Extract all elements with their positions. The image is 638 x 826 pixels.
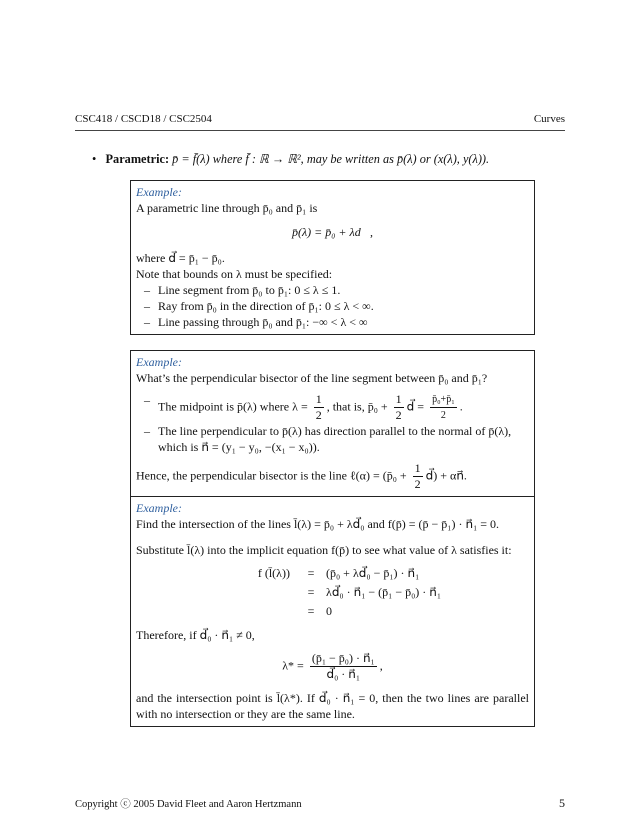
bullet-label: Parametric: [105, 152, 170, 166]
fraction-num: 1 [395, 392, 402, 406]
fraction-den: 2 [315, 408, 322, 422]
example-box-parametric-line [130, 180, 535, 335]
equation-array [136, 564, 529, 621]
fraction [394, 392, 404, 423]
lambda-equation [136, 651, 529, 682]
bounds-list [136, 282, 529, 330]
page-footer [75, 796, 565, 811]
list-item: – Ray from p̄₀ in the direction of p̄₁: 0 ≤ λ < ∞. [144, 298, 529, 314]
line-equation: p̄(λ) = p̄₀ + λd⃗, [291, 225, 374, 239]
course-codes: CSC418 / CSCD18 / CSC2504 [75, 113, 212, 125]
therefore-text: Therefore, if d⃗₀ · n⃗₁ ≠ 0, [136, 628, 255, 642]
page-number: 5 [559, 796, 565, 810]
fraction [413, 461, 423, 492]
example-box-bisector [130, 350, 535, 497]
conclusion-text: d⃗) + αn⃗. [425, 468, 467, 483]
final-text: and the intersection point is l̄(λ*). If d⃗₀ · n⃗₁ = 0, then the two lines are parallel with no intersection or they are the same line. [136, 691, 529, 721]
bullet-text: p̄ = f̄(λ) where f̄ : ℝ → ℝ², may be written as p̄(λ) or (x(λ), y(λ)). [172, 152, 490, 166]
list-item: – The line perpendicular to p̄(λ) has direction parallel to the normal of p̄(λ), which is n⃗ = (y₁ − y₀, −(x₁ − x₀)). [144, 423, 529, 455]
list-item [144, 392, 529, 423]
equation-rhs: λd⃗₀ · n⃗₁ − (p̄₁ − p̄₀) · n⃗₁ [326, 585, 442, 599]
bisector-steps [136, 392, 529, 455]
midpoint-text: , that is, p̄₀ + [326, 399, 388, 414]
lambda-lhs: λ* = [282, 658, 304, 673]
bullet-dot: • [92, 152, 103, 166]
example-label: Example: [136, 501, 182, 515]
conclusion-text: Hence, the perpendicular bisector is the line ℓ(α) = (p̄₀ + [136, 468, 407, 483]
bounds-note: Note that bounds on λ must be specified: [136, 267, 333, 281]
example-box-intersection [130, 496, 535, 727]
list-item: – Line segment from p̄₀ to p̄₁: 0 ≤ λ ≤ 1. [144, 282, 529, 298]
fraction [430, 392, 457, 423]
fraction-den: d⃗₀ · n⃗₁ [326, 667, 361, 681]
bisector-question: What’s the perpendicular bisector of the line segment between p̄₀ and p̄₁? [136, 371, 488, 385]
example-label: Example: [136, 185, 182, 199]
fraction [314, 392, 324, 423]
parametric-bullet [92, 152, 489, 167]
fraction-num: 1 [315, 392, 322, 406]
fraction [310, 651, 377, 682]
equation-rhs: 0 [326, 604, 332, 618]
equation-relation: = [307, 566, 315, 580]
midpoint-text: . [459, 399, 463, 414]
lambda-end: , [379, 658, 383, 673]
fraction-num: p̄₀+p̄₁ [430, 392, 457, 408]
fraction-num: (p̄₁ − p̄₀) · n⃗₁ [311, 651, 375, 665]
intro-text: A parametric line through p̄₀ and p̄₁ is [136, 201, 318, 215]
fraction-num: 1 [414, 461, 421, 475]
list-item: – Line passing through p̄₀ and p̄₁: −∞ < λ < ∞ [144, 314, 529, 330]
header-rule [75, 130, 565, 131]
equation-relation: = [307, 604, 315, 618]
fraction-den: 2 [395, 408, 402, 422]
where-text: where d⃗ = p̄₁ − p̄₀. [136, 251, 225, 265]
copyright: Copyright ⓒ 2005 David Fleet and Aaron Hertzmann [75, 799, 302, 810]
substitute-text: Substitute l̄(λ) into the implicit equation f(p̄) to see what value of λ satisfies it: [136, 543, 512, 557]
fraction-den: 2 [414, 477, 421, 491]
bisector-conclusion [136, 461, 529, 492]
running-header [75, 113, 565, 125]
equation-lhs: f (l̄(λ)) [257, 566, 290, 580]
midpoint-text: The midpoint is p̄(λ) where λ = [158, 399, 308, 414]
midpoint-text: d⃗ = [406, 399, 425, 414]
equation-rhs: (p̄₀ + λd⃗₀ − p̄₁) · n⃗₁ [326, 566, 420, 580]
equation-relation: = [307, 585, 315, 599]
example-label: Example: [136, 355, 182, 369]
intersection-problem: Find the intersection of the lines l̄(λ) = p̄₀ + λd⃗₀ and f(p̄) = (p̄ − p̄₁) · n⃗₁ = 0. [136, 517, 500, 531]
section-title: Curves [533, 113, 565, 125]
fraction-den: 2 [440, 410, 446, 421]
